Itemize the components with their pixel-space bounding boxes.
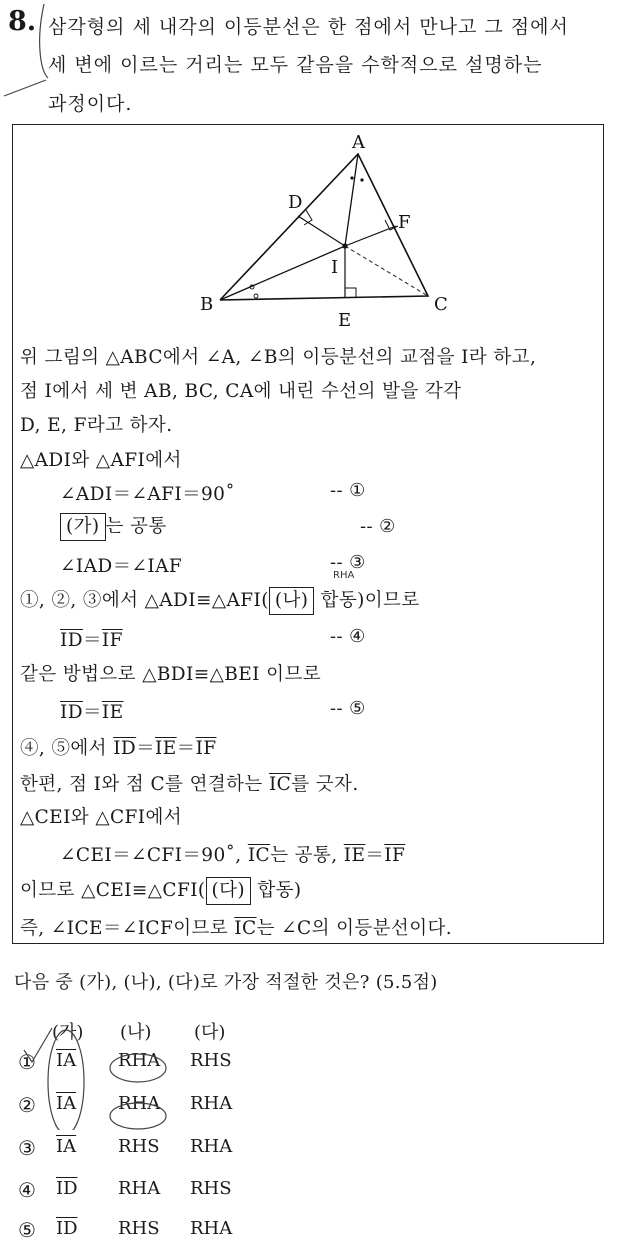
tag-1: -- ① (330, 480, 366, 501)
right-angle-d (304, 210, 312, 225)
right-angle-e (345, 288, 356, 298)
label-e: E (338, 310, 352, 331)
proof-line-8: ①, ②, ③에서 △ADI≡△AFI( (나) 합동)이므로 (20, 586, 420, 615)
label-d: D (288, 192, 303, 213)
choice-1[interactable]: ① $\overline{IA}$ RHA RHS (18, 1050, 232, 1074)
proof-line-5: ∠ADI＝∠AFI＝90˚ -- ① (60, 480, 366, 505)
label-c: C (434, 294, 448, 315)
proof-line-6: (가) 는 공통 -- ② (60, 512, 580, 541)
perpendicular-if (345, 226, 396, 246)
header-da: (다) (194, 1022, 226, 1043)
question-line-1: 삼각형의 세 내각의 이등분선은 한 점에서 만나고 그 점에서 (48, 16, 569, 38)
tag-5: -- ⑤ (330, 698, 366, 719)
proof-line-11: $\overline{ID}=\overline{IE}$ -- ⑤ (60, 698, 366, 723)
proof-line-12: ④, ⑤에서 $\overline{ID}=\overline{IE}=\overline{IF}$ (20, 738, 217, 759)
proof-line-17: 즉, ∠ICE＝∠ICF이므로 $\overline{IC}$는 ∠C의 이등분선이다. (20, 918, 453, 939)
proof-line-3: D, E, F라고 하자. (20, 415, 173, 436)
bisector-a (345, 154, 358, 246)
header-ga: (가) (52, 1022, 84, 1043)
choice-5[interactable]: ⑤ $\overline{ID}$ RHS RHA (18, 1218, 233, 1242)
proof-line-14: △CEI와 △CFI에서 (20, 807, 183, 828)
proof-line-1: 위 그림의 △ABC에서 ∠A, ∠B의 이등분선의 교점을 I라 하고, (20, 347, 537, 368)
choice-4[interactable]: ④ $\overline{ID}$ RHA RHS (18, 1178, 232, 1202)
proof-line-7: ∠IAD＝∠IAF -- ③ (60, 552, 366, 577)
blank-da: (다) (206, 877, 252, 905)
handwritten-check-marks (0, 1010, 180, 1130)
label-f: F (398, 212, 411, 233)
choice-2[interactable]: ② $\overline{IA}$ RHA RHA (18, 1093, 233, 1117)
proof-line-9: $\overline{ID}=\overline{IF}$ -- ④ (60, 626, 366, 651)
tag-4: -- ④ (330, 626, 366, 647)
proof-line-16: 이므로 △CEI≡△CFI( (다) 합동) (20, 876, 302, 905)
handwritten-note: RHA (333, 570, 355, 581)
triangle-figure (180, 130, 480, 335)
label-i: I (331, 257, 339, 278)
proof-line-10: 같은 방법으로 △BDI≡△BEI 이므로 (20, 664, 321, 685)
question-prompt: 다음 중 (가), (나), (다)로 가장 적절한 것은? (5.5점) (14, 972, 438, 993)
question-line-3: 과정이다. (48, 93, 133, 115)
blank-na: (나) (269, 587, 315, 615)
perpendicular-id (298, 216, 345, 246)
tag-3: -- ③ (330, 552, 366, 573)
proof-line-2: 점 I에서 세 변 AB, BC, CA에 내린 수선의 발을 각각 (20, 381, 462, 402)
label-b: B (200, 294, 214, 315)
bisector-b (220, 246, 345, 300)
question-line-2: 세 변에 이르는 거리는 모두 같음을 수학적으로 설명하는 (48, 54, 543, 76)
choice-3[interactable]: ③ $\overline{IA}$ RHS RHA (18, 1136, 233, 1160)
blank-ga: (가) (60, 513, 106, 541)
proof-line-13: 한편, 점 I와 점 C를 연결하는 $\overline{IC}$를 긋자. (20, 774, 359, 795)
handwritten-mark (0, 0, 60, 120)
question-number: 8. (8, 6, 37, 37)
label-a: A (352, 132, 365, 153)
proof-line-4: △ADI와 △AFI에서 (20, 450, 182, 471)
point-i (342, 243, 347, 248)
tag-2: -- ② (360, 516, 396, 537)
proof-line-15: ∠CEI＝∠CFI＝90˚, $\overline{IC}$는 공통, $\overline{IE}=\overline{IF}$ (60, 845, 406, 866)
header-na: (나) (120, 1022, 152, 1043)
